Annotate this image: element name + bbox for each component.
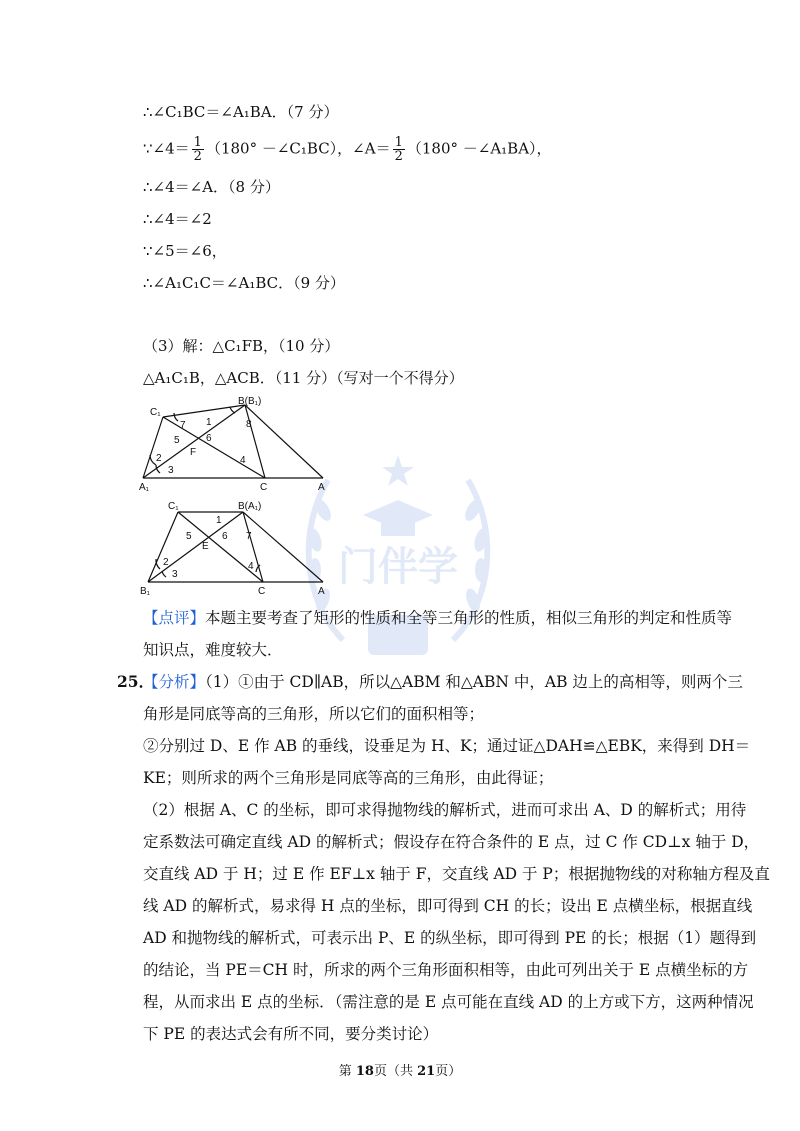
fig2-label: C₁	[168, 501, 179, 512]
fig2-label: 5	[186, 531, 192, 542]
fig1-label: 7	[180, 420, 186, 431]
proof-line-6: ∴∠A₁C₁C＝∠A₁BC．（9 分）	[143, 274, 345, 292]
analysis-line-8: 线 AD 的解析式，易求得 H 点的坐标，即可得到 CH 的长；设出 E 点横坐标，根据直线	[143, 897, 753, 915]
proof-line-1: ∴∠C₁BC＝∠A₁BA．（7 分）	[143, 103, 339, 121]
analysis-line-11: 程，从而求出 E 点的坐标．（需注意的是 E 点可能在直线 AD 的上方或下方，这两种情况	[143, 993, 754, 1011]
fig2-label: 7	[246, 531, 252, 542]
proof-line-3: ∴∠4＝∠A．（8 分）	[143, 178, 280, 196]
fig1-label: B(B₁)	[238, 396, 262, 407]
comment-line-2: 知识点，难度较大．	[143, 641, 283, 659]
comment-tag: 【点评】	[143, 609, 206, 627]
fig2-label: 4	[248, 561, 254, 572]
analysis-line-6: 定系数法可确定直线 AD 的解析式；假设存在符合条件的 E 点，过 C 作 CD⊥x 轴于 D，	[143, 833, 760, 851]
fig1-label: C	[260, 482, 268, 493]
watermark-text: 门伴学	[338, 545, 458, 589]
fig2-label: 1	[216, 515, 222, 526]
fraction-half: $\frac{1}{2}$	[193, 135, 202, 164]
part3-line-2: △A₁C₁B，△ACB．（11 分）（写对一个不得分）	[143, 369, 464, 387]
fig2-label: B(A₁)	[238, 501, 262, 512]
fig2-label: A	[318, 586, 325, 597]
analysis-line-1: 【分析】（1）①由于 CD∥AB，所以△ABM 和△ABN 中，AB 边上的高相等，则两个三	[143, 673, 743, 691]
fig2-label: 2	[163, 557, 169, 568]
geometry-figure-1	[138, 395, 338, 495]
fig2-label: C	[258, 586, 266, 597]
fig1-label: 2	[156, 453, 162, 464]
fig1-label: 4	[240, 455, 246, 466]
analysis-line-9: AD 和抛物线的解析式，可表示出 P、E 的纵坐标，即可得到 PE 的长；根据（1）题得到	[143, 929, 757, 947]
page-footer: 第 18页（共 21页）	[338, 1064, 462, 1079]
analysis-line-7: 交直线 AD 于 H；过 E 作 EF⊥x 轴于 F，交直线 AD 于 P；根据抛物线的对称轴方程及直	[143, 865, 770, 883]
fig1-label: F	[190, 447, 197, 458]
fig2-label: B₁	[140, 586, 151, 597]
fig1-label: 6	[206, 433, 212, 444]
fig1-label: 1	[206, 417, 212, 428]
fraction-half: $\frac{1}{2}$	[394, 135, 403, 164]
proof-line-4: ∴∠4＝∠2	[143, 210, 212, 228]
fig1-label: 8	[246, 419, 252, 430]
comment-line-1: 【点评】本题主要考查了矩形的性质和全等三角形的性质，相似三角形的判定和性质等	[143, 609, 733, 627]
analysis-line-5: （2）根据 A、C 的坐标，即可求得抛物线的解析式，进而可求出 A、D 的解析式；用待	[143, 801, 747, 819]
proof-line-5: ∵∠5＝∠6，	[143, 242, 227, 260]
fig1-label: 3	[168, 465, 174, 476]
current-page: 18	[355, 1064, 374, 1079]
fig2-label: 6	[222, 531, 228, 542]
fig2-label: E	[202, 541, 209, 552]
fig1-label: A	[318, 482, 325, 493]
analysis-line-4: KE；则所求的两个三角形是同底等高的三角形，由此得证；	[143, 769, 554, 787]
fig2-label: 3	[172, 569, 178, 580]
geometry-figure-2	[138, 497, 338, 602]
total-pages: 21	[417, 1064, 436, 1079]
analysis-line-12: 下 PE 的表达式会有所不同，要分类讨论）	[143, 1025, 439, 1043]
analysis-line-2: 角形是同底等高的三角形，所以它们的面积相等；	[143, 705, 485, 723]
analysis-tag: 【分析】	[143, 673, 206, 691]
fig1-label: C₁	[150, 407, 161, 418]
analysis-line-3: ②分别过 D、E 作 AB 的垂线，设垂足为 H、K；通过证△DAH≌△EBK，来得到 DH＝	[143, 737, 751, 755]
question-number: 25．	[117, 672, 155, 691]
fig1-label: A₁	[139, 482, 150, 493]
analysis-line-10: 的结论，当 PE＝CH 时，所求的两个三角形面积相等，由此可列出关于 E 点横坐标的方	[143, 961, 749, 979]
part3-line-1: （3）解：△C₁FB，（10 分）	[143, 337, 340, 355]
proof-line-2: ∵∠4＝ $\frac{1}{2}$ （180° －∠C₁BC），∠A＝ $\frac{1}{2}$ （180° －∠A₁BA），	[143, 135, 552, 164]
fig1-label: 5	[174, 435, 180, 446]
